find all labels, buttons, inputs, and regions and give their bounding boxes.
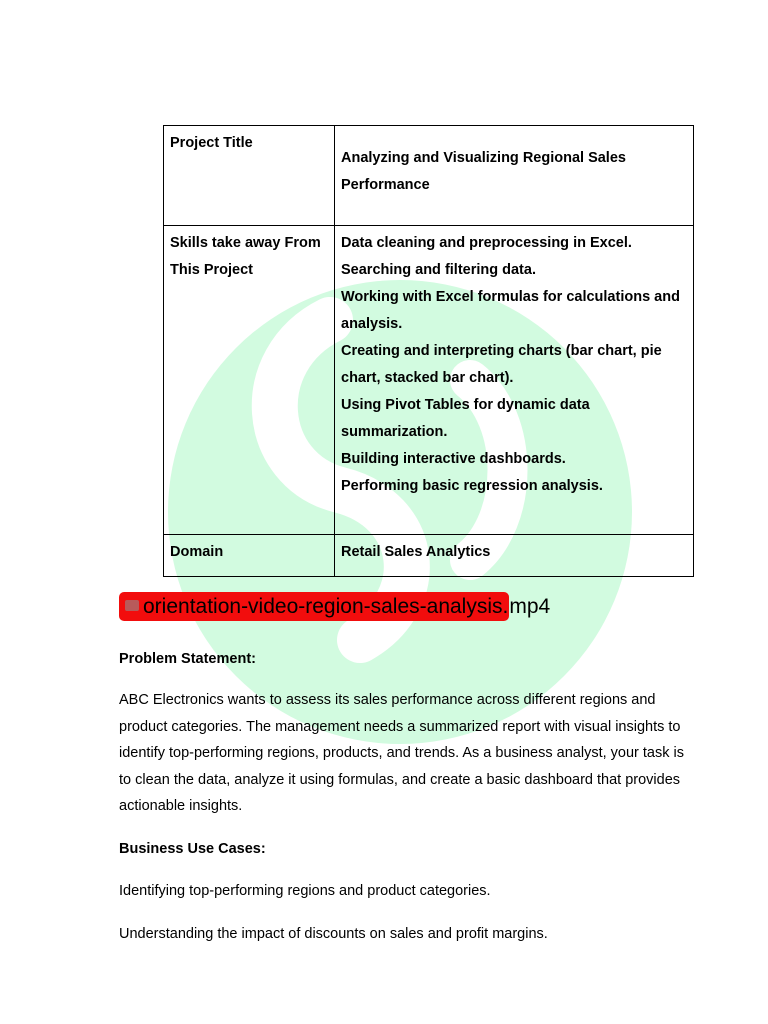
- label-project-title: Project Title: [164, 126, 335, 226]
- film-icon: [125, 600, 139, 611]
- video-file-name: orientation-video-region-sales-analysis.: [143, 595, 509, 618]
- skill-item: Performing basic regression analysis.: [341, 478, 603, 494]
- skill-item: Using Pivot Tables for dynamic data summarization.: [341, 397, 590, 440]
- label-skills: Skills take away From This Project: [164, 226, 335, 535]
- skill-item: Searching and filtering data.: [341, 262, 536, 278]
- problem-statement-heading: Problem Statement:: [119, 651, 256, 667]
- value-project-title: Analyzing and Visualizing Regional Sales Performance: [335, 126, 694, 226]
- skill-item: Building interactive dashboards.: [341, 451, 566, 467]
- value-skills-list: [335, 226, 694, 535]
- video-file-extension: mp4: [509, 595, 551, 618]
- problem-statement-text: ABC Electronics wants to assess its sales performance across different regions and product categories. The management needs a summarized report with visual insights to identify top-performing regions, products, and trends. As a business analyst, your task is to clean the data, analyze it using formulas, and create a basic dashboard that provides actionable insights.: [119, 692, 684, 814]
- use-case-item: Identifying top-performing regions and product categories.: [119, 883, 491, 899]
- table-row-project-title: [164, 126, 694, 226]
- business-use-cases-heading: Business Use Cases:: [119, 841, 266, 857]
- label-domain: Domain: [164, 535, 335, 577]
- table-row-domain: [164, 535, 694, 577]
- skill-item: Working with Excel formulas for calculations and analysis.: [341, 289, 680, 332]
- video-file-highlight[interactable]: [119, 592, 509, 621]
- use-case-item: Understanding the impact of discounts on sales and profit margins.: [119, 926, 548, 942]
- skill-item: Data cleaning and preprocessing in Excel.: [341, 235, 632, 251]
- project-info-table: [163, 125, 694, 577]
- table-row-skills: [164, 226, 694, 535]
- value-domain: Retail Sales Analytics: [335, 535, 694, 577]
- skill-item: Creating and interpreting charts (bar chart, pie chart, stacked bar chart).: [341, 343, 662, 386]
- video-file-link[interactable]: [119, 592, 550, 621]
